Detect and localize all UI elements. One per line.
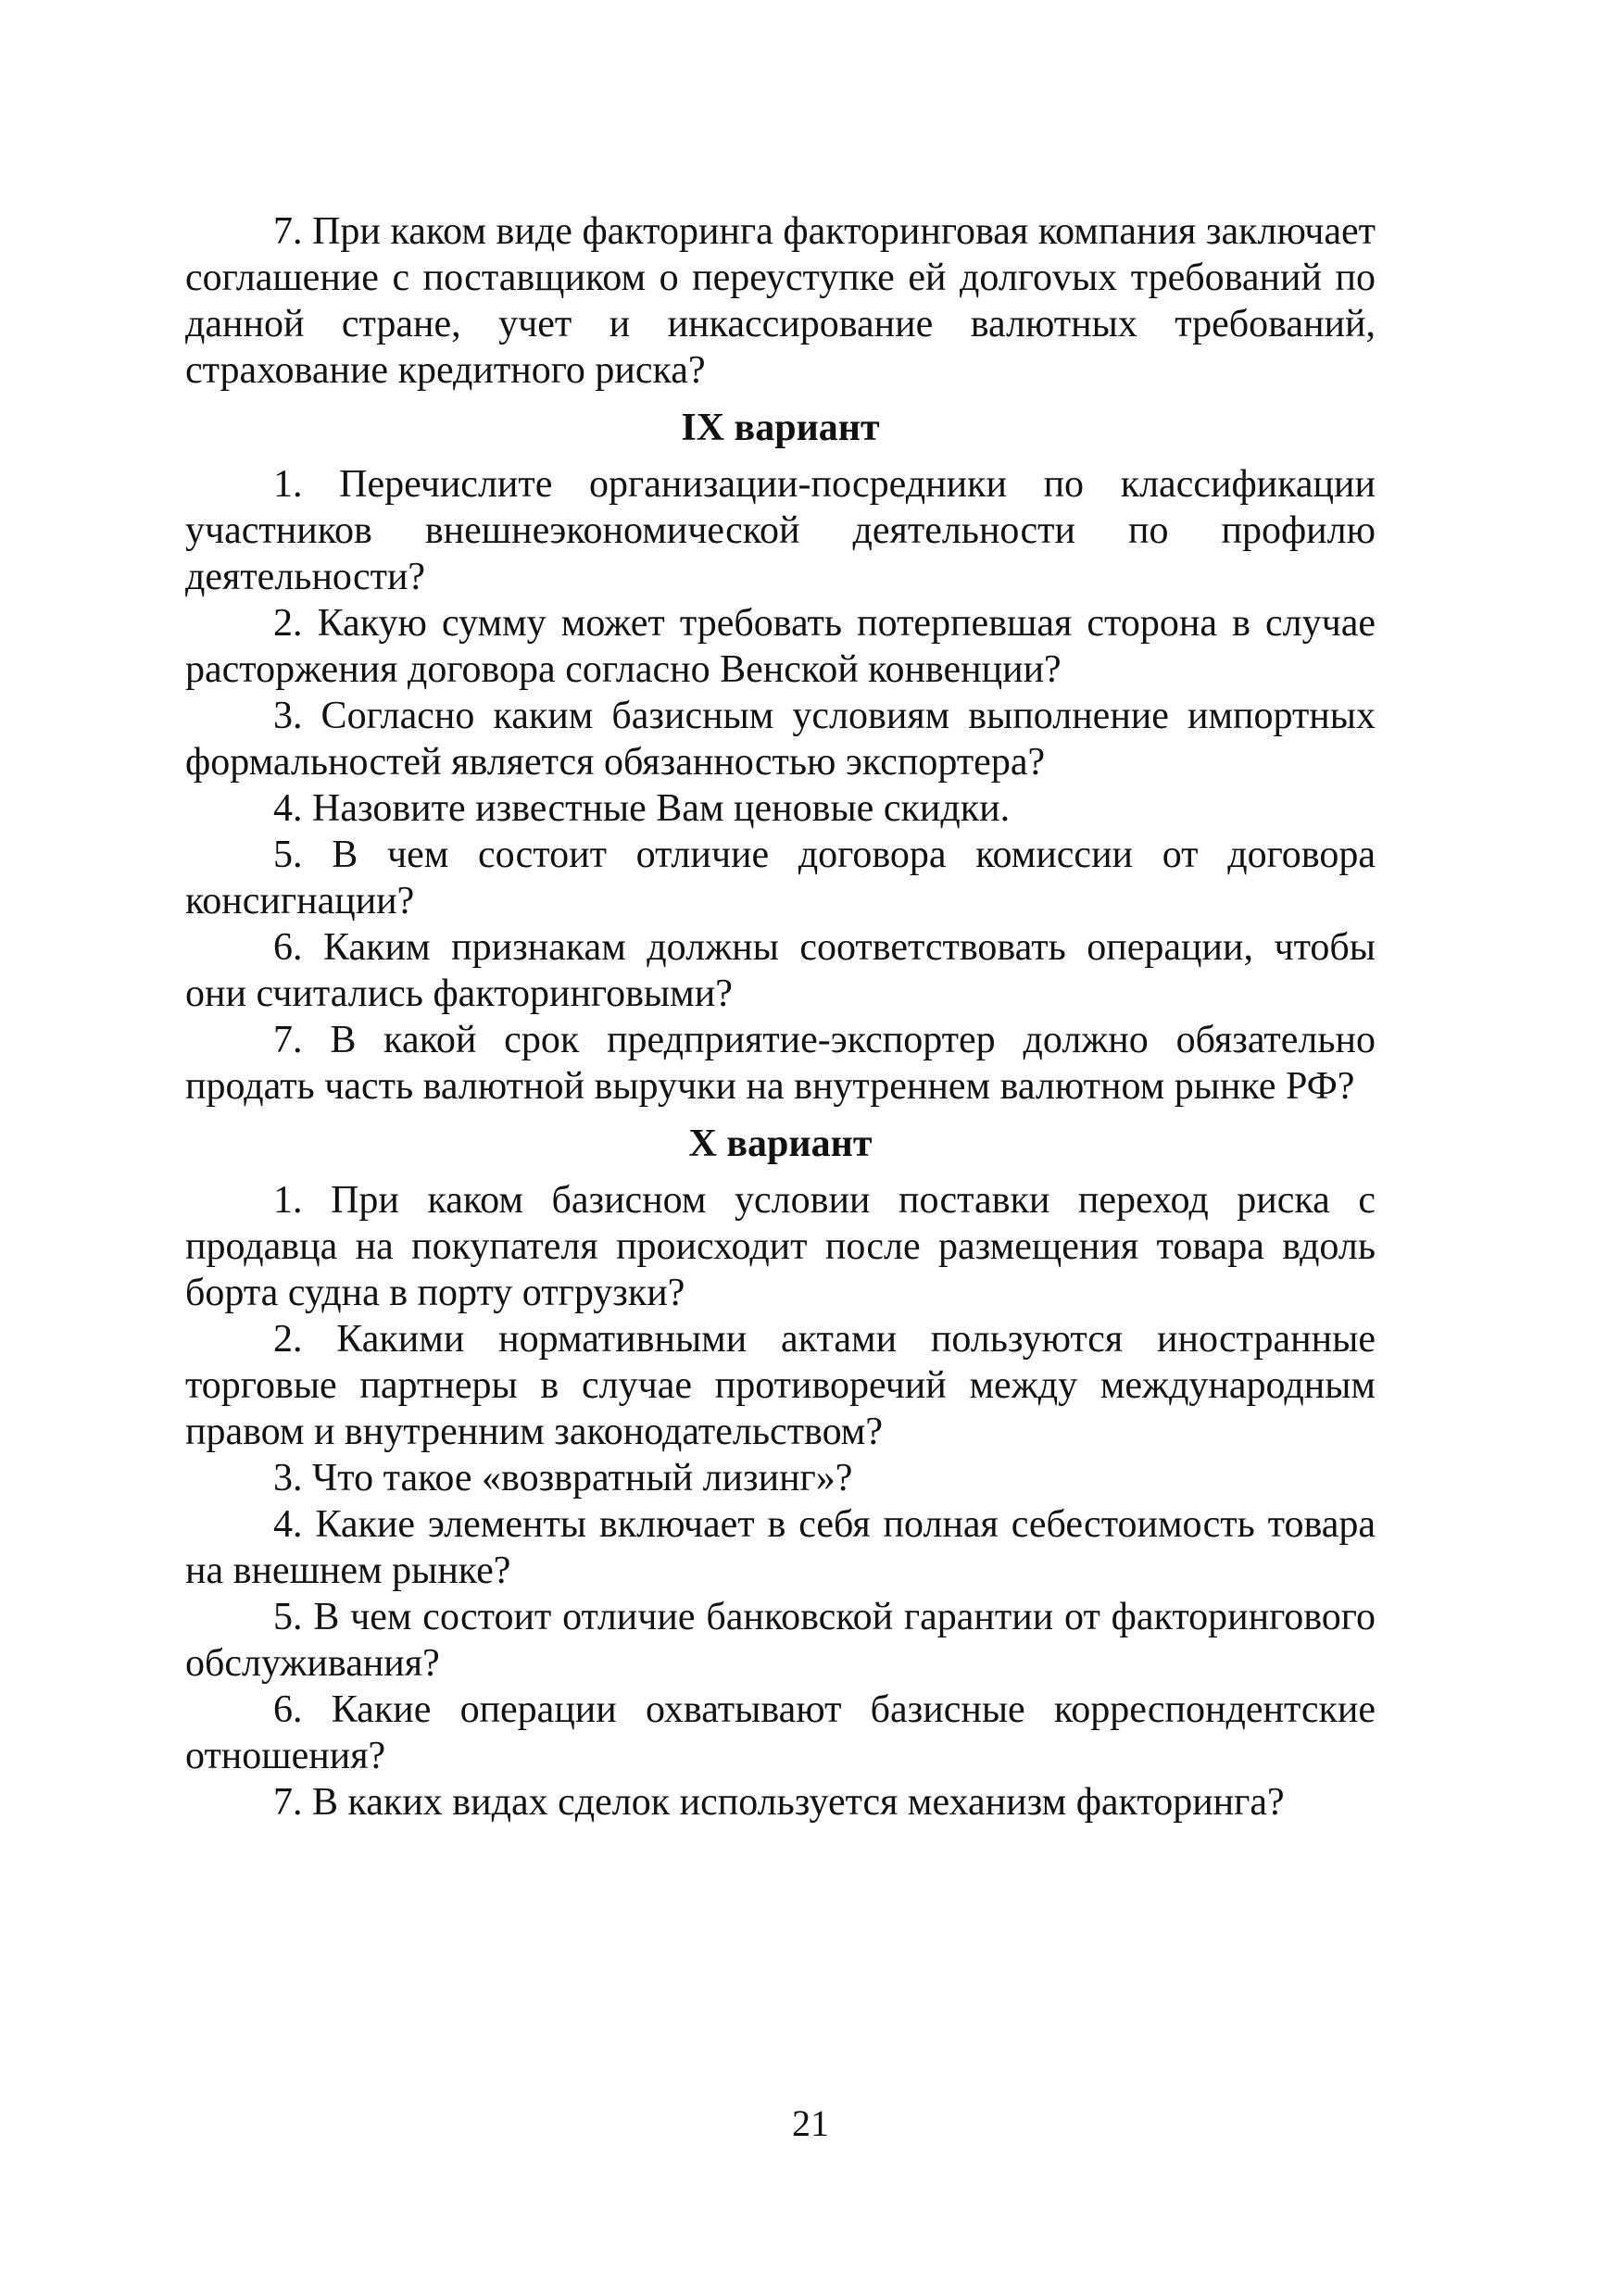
variant-9-question-6: 6. Каким признакам должны соответствовать операции, чтобы они считались факторинговыми?	[185, 926, 1376, 1015]
variant-9-question-5: 5. В чем состоит отличие договора комиссии от договора консигнации?	[185, 834, 1376, 922]
variant-10-heading: X вариант	[688, 1123, 873, 1165]
variant-9-heading: IX вариант	[681, 407, 880, 449]
variant-10-question-6: 6. Какие операции охватывают базисные корреспондентские отношения?	[185, 1688, 1376, 1777]
variant-10-question-7: 7. В каких видах сделок используется механизм факторинга?	[273, 1781, 1285, 1824]
variant-9-question-2: 2. Какую сумму может требовать потерпевшая сторона в случае расторжения договора согласно Венской конвенции?	[185, 602, 1376, 691]
intro-question-7: 7. При каком виде факторинга факторинговая компания заключает соглашение с поставщиком о переуступке ей долгоvых требований по данной стране, учет и инкассирование валютных требований, страхование кредитного риска?	[185, 210, 1376, 392]
variant-10-question-2: 2. Какими нормативными актами пользуются иностранные торговые партнеры в случае противоречий между международным правом и внутренним законодательством?	[185, 1318, 1376, 1453]
variant-10-question-4: 4. Какие элементы включает в себя полная себестоимость товара на внешнем рынке?	[185, 1503, 1376, 1592]
page-number: 21	[792, 2102, 829, 2144]
variant-9-question-4: 4. Назовите известные Вам ценовые скидки.	[273, 787, 1011, 830]
variant-9-question-1: 1. Перечислите организации-посредники по классификации участников внешнеэкономической деятельности по профилю деятельности?	[185, 463, 1376, 598]
variant-10-question-5: 5. В чем состоит отличие банковской гарантии от факторингового обслуживания?	[185, 1596, 1376, 1685]
variant-10-question-3: 3. Что такое «возвратный лизинг»?	[273, 1457, 853, 1499]
variant-10-question-1: 1. При каком базисном условии поставки переход риска с продавца на покупателя происходит после размещения товара вдоль борта судна в порту отгрузки?	[185, 1179, 1376, 1314]
variant-9-question-3: 3. Согласно каким базисным условиям выполнение импортных формальностей является обязанностью экспортера?	[185, 695, 1376, 784]
text-body	[185, 208, 1376, 1826]
variant-9-question-7: 7. В какой срок предприятие-экспортер должно обязательно продать часть валютной выручки на внутреннем валютном рынке РФ?	[185, 1019, 1376, 1108]
